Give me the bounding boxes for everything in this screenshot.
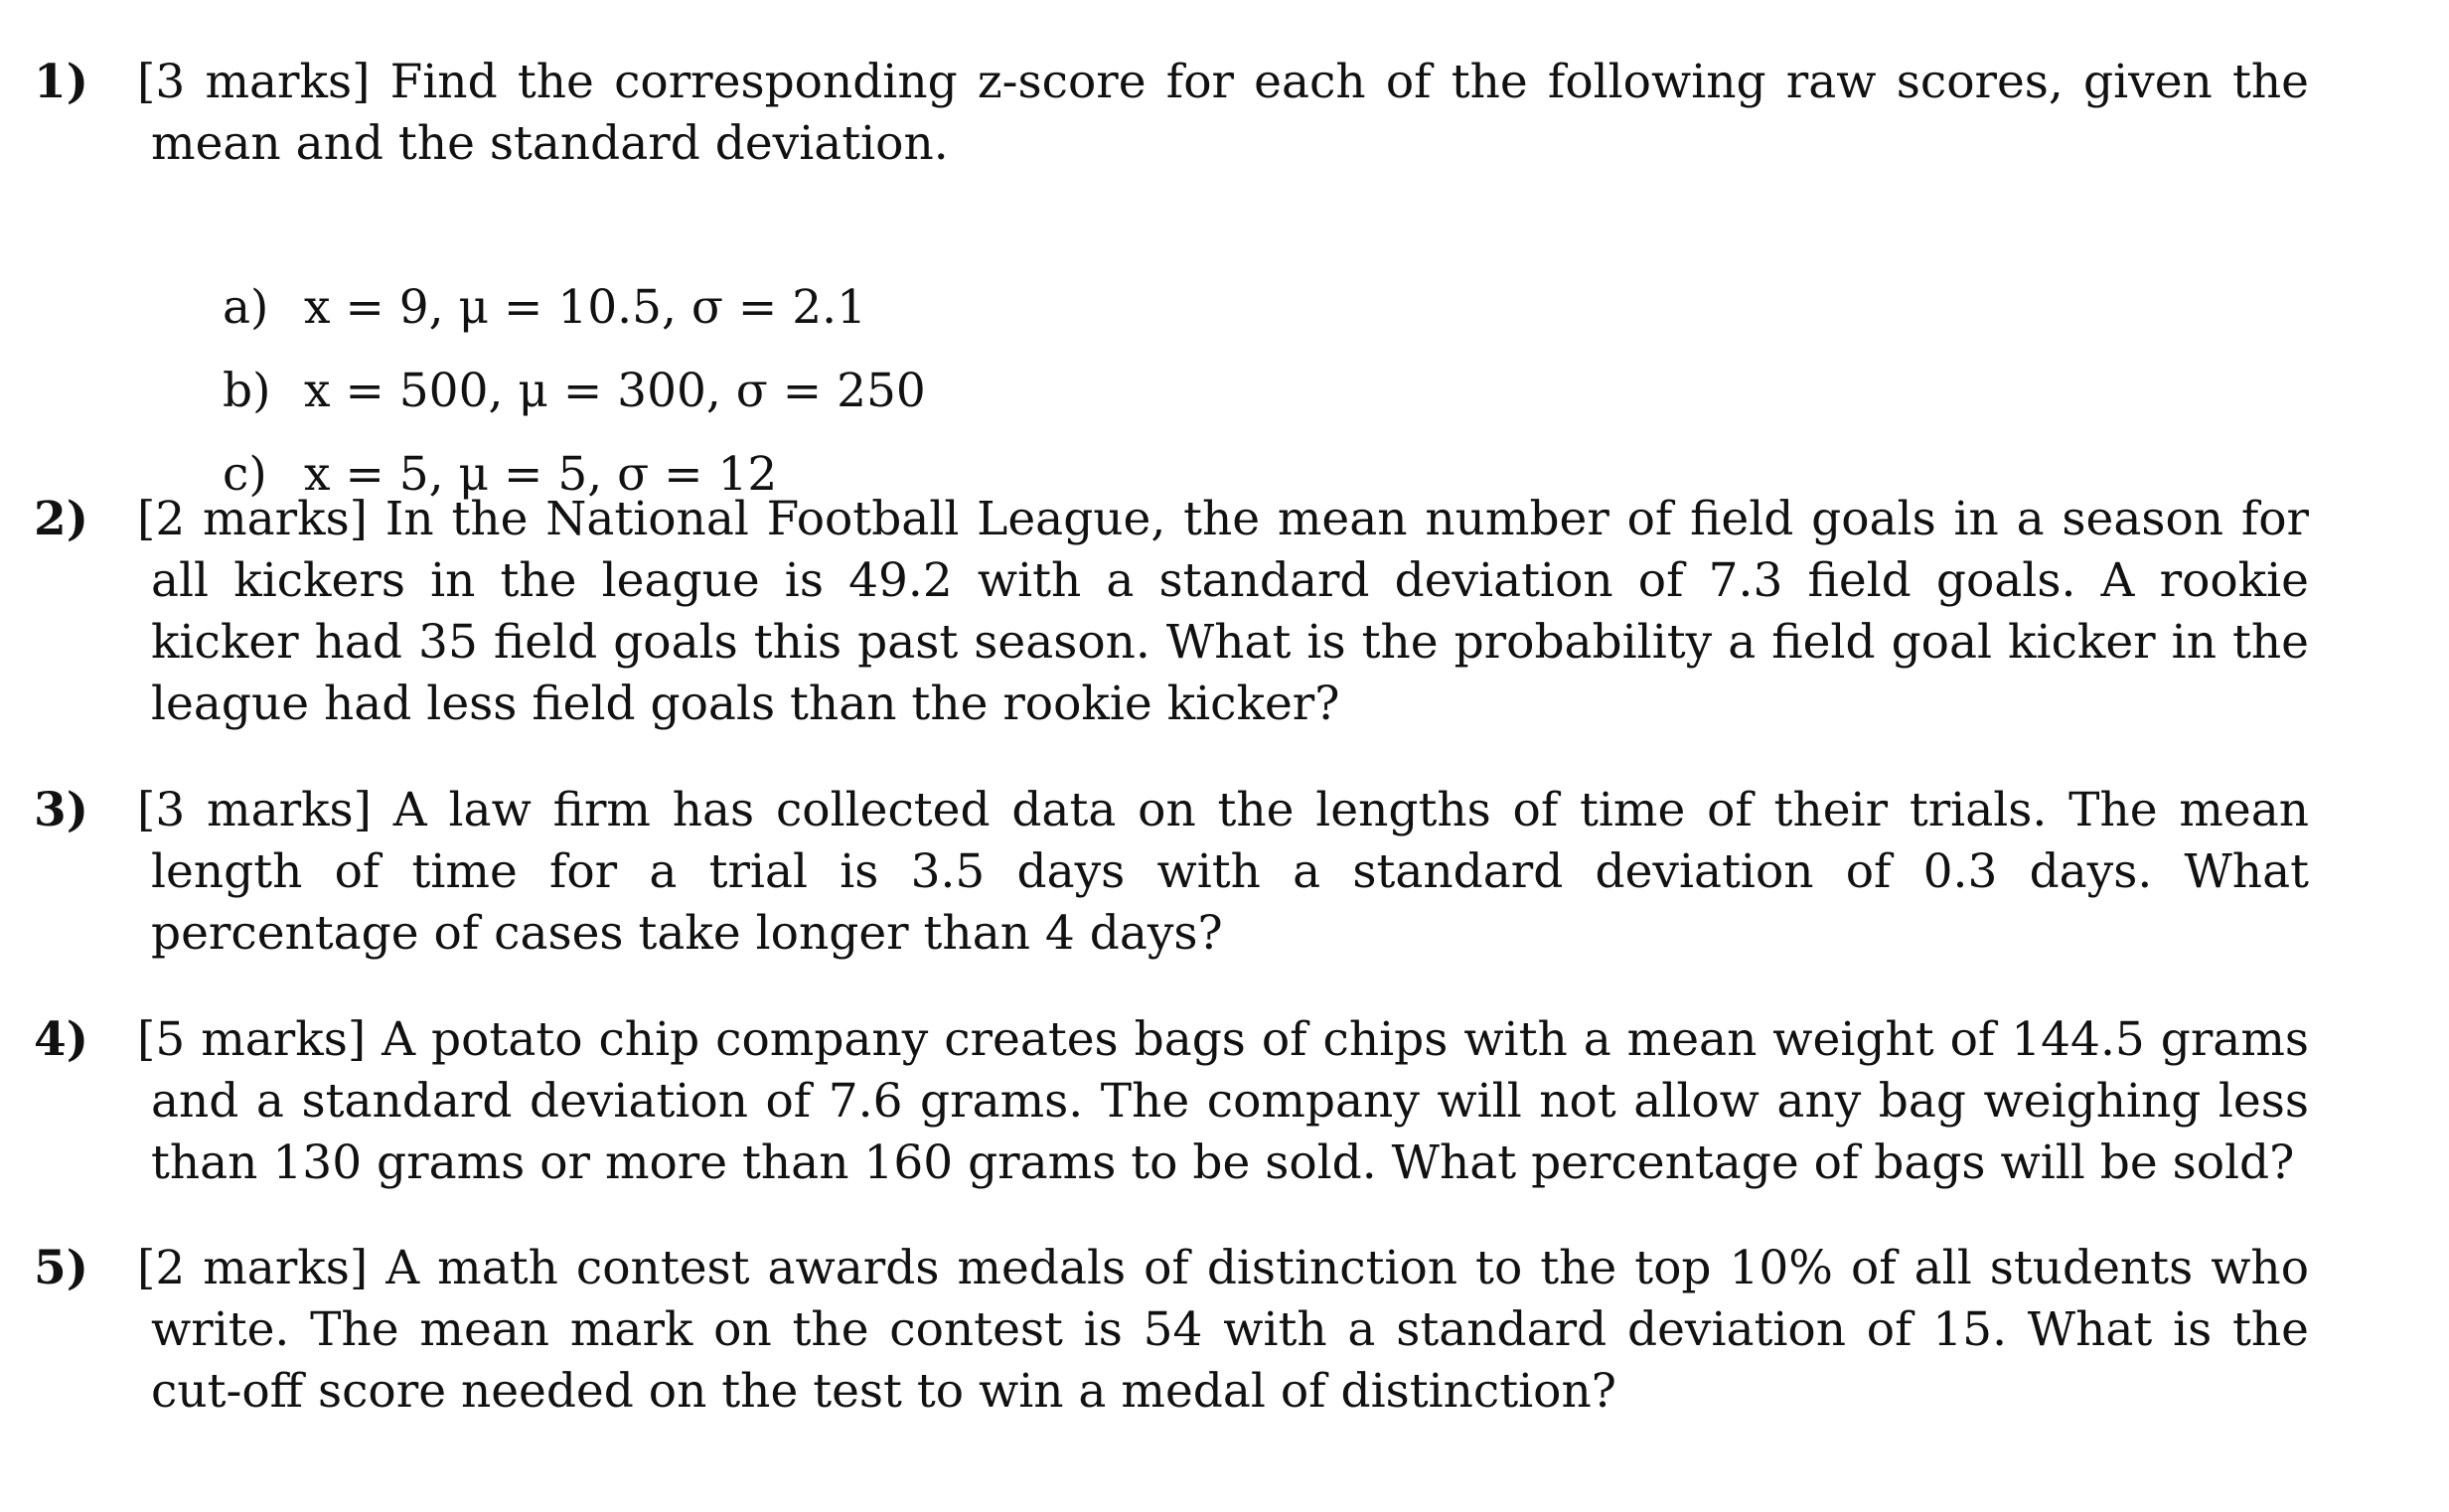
part-label: c) — [223, 447, 267, 502]
part-b — [223, 350, 926, 433]
part-expression: x = 9, μ = 10.5, σ = 2.1 — [304, 280, 866, 335]
question-number: 4) — [34, 1012, 88, 1067]
question-4 — [34, 1009, 2319, 1194]
question-2 — [34, 489, 2319, 735]
part-expression: x = 500, μ = 300, σ = 250 — [304, 364, 926, 418]
question-text: [5 marks] A potato chip company creates bags of chips with a mean weight of 144.5 grams and a standard deviation of 7.6 grams. The company will not allow any bag weighing less than 130 grams or more than 160 grams to be sold. What percentage of bags will be sold? — [137, 1012, 2309, 1190]
question-number: 5) — [34, 1241, 88, 1295]
question-1 — [34, 52, 2319, 502]
question-3 — [34, 780, 2319, 965]
question-text: [2 marks] In the National Football League, the mean number of field goals in a season for all kickers in the league is 49.2 with a standard deviation of 7.3 field goals. A rookie kicker had 35 field goals this past season. What is the probability a field goal kicker in the league had less field goals than the rookie kicker? — [137, 492, 2309, 731]
question-1-parts — [223, 266, 926, 517]
part-expression: x = 5, μ = 5, σ = 12 — [304, 447, 778, 502]
question-text: [3 marks] Find the corresponding z-score for each of the following raw scores, given the mean and the standard deviation. — [137, 55, 2309, 171]
question-text: [2 marks] A math contest awards medals of distinction to the top 10% of all students who write. The mean mark on the contest is 54 with a standard deviation of 15. What is the cut-off score needed on the test to win a medal of distinction? — [137, 1241, 2309, 1419]
part-label: a) — [223, 280, 269, 335]
part-label: b) — [223, 364, 271, 418]
question-number: 1) — [34, 55, 88, 109]
part-a — [223, 266, 926, 350]
question-number: 2) — [34, 492, 88, 546]
question-number: 3) — [34, 783, 88, 837]
question-text: [3 marks] A law firm has collected data on the lengths of time of their trials. The mean length of time for a trial is 3.5 days with a standard deviation of 0.3 days. What percentage of cases take longer than 4 days? — [137, 783, 2309, 961]
question-5 — [34, 1238, 2319, 1423]
